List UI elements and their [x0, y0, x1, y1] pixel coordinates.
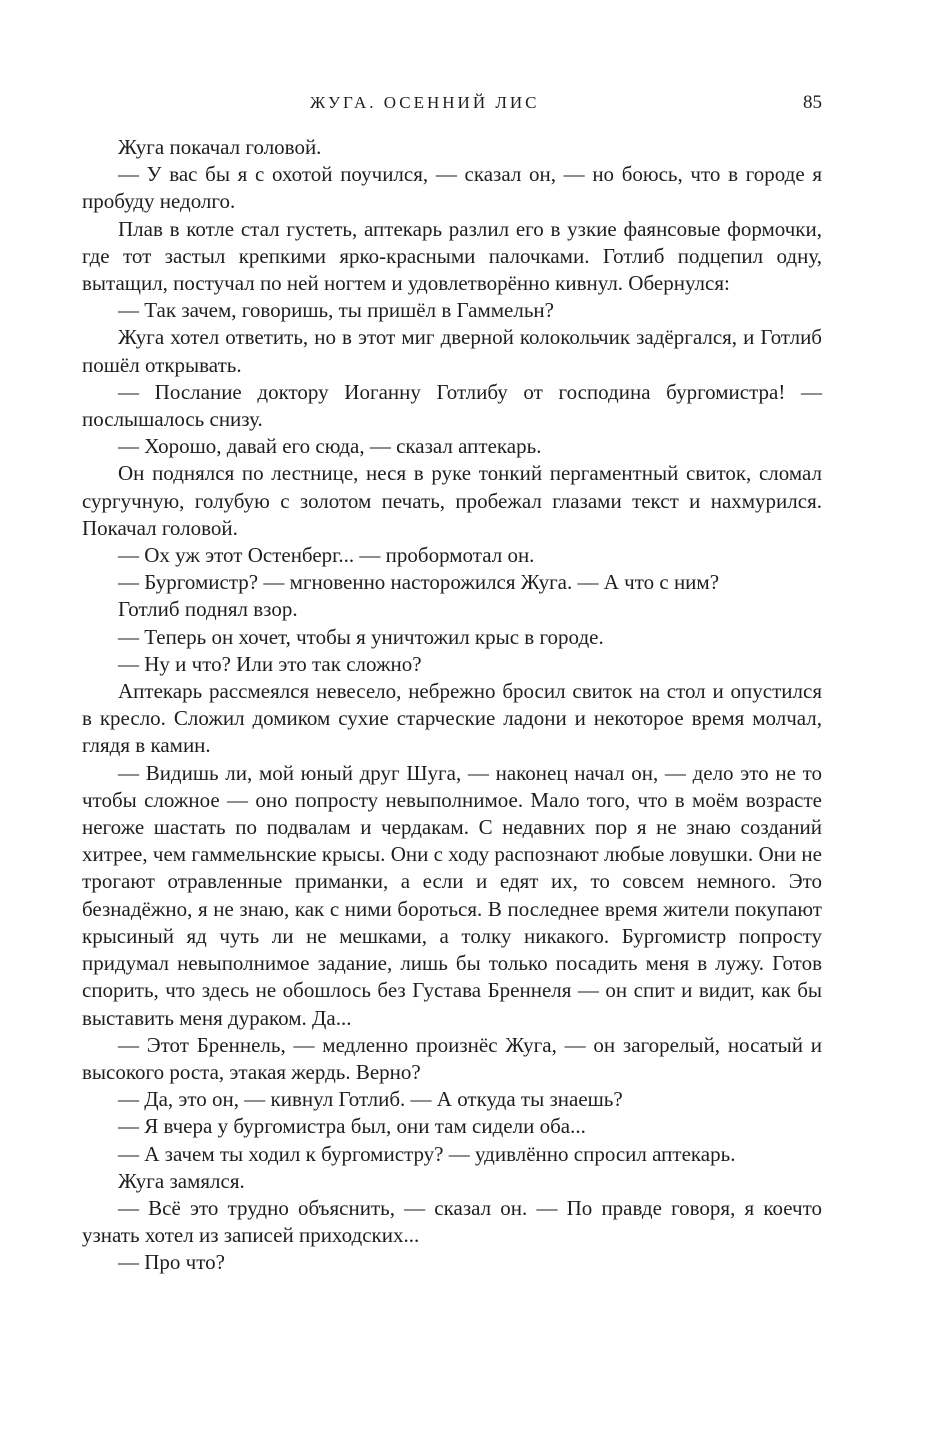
paragraph: — Да, это он, — кивнул Готлиб. — А откуда ты знаешь?	[118, 1087, 623, 1112]
paragraph: — Ну и что? Или это так сложно?	[118, 651, 422, 676]
paragraph: — Видишь ли, мой юный друг Шуга, — наконец начал он, — дело это не то чтобы сложное — оно попросту невыполнимое. Мало того, что в моём возрасте негоже шастать по подвалам и чердакам. С недавних пор я не знаю созданий хитрее, чем гаммельнские крысы. Они с ходу распознают любые ловушки. Они не трогают отравленные приманки, а если и едят их, то совсем немного. Это безнадёжно, я не знаю, как с ними бороться. В последнее время жители покупают крысиный яд чуть ли не мешками, а толку никакого. Бургомистр попросту придумал невыполнимое задание, лишь бы только посадить меня в лужу. Готов спорить, что здесь не обошлось без Густава Бреннеля — он спит и видит, как бы выставить меня дураком. Да...	[82, 760, 822, 1030]
paragraph: — Бургомистр? — мгновенно насторожился Жуга. — А что с ним?	[118, 570, 720, 595]
paragraph: Жуга покачал головой.	[118, 135, 322, 159]
paragraph: — Ох уж этот Остенберг... — пробормотал он.	[118, 543, 535, 568]
paragraph: — У вас бы я с охотой поучился, — сказал он, — но боюсь, что в городе я пробуду недолго.	[82, 162, 822, 214]
paragraph: — Послание доктору Иоганну Готлибу от господина бургомистра! — послышалось снизу.	[82, 379, 822, 432]
paragraph: — Теперь он хочет, чтобы я уничтожил крыс в городе.	[118, 624, 604, 649]
paragraph: — Всё это трудно объяснить, — сказал он. — По правде говоря, я коечто узнать хотел из записей приходских...	[82, 1195, 822, 1248]
paragraph: — Этот Бреннель, — медленно произнёс Жуга, — он загорелый, носатый и высокого роста, этакая жердь. Верно?	[82, 1032, 822, 1084]
running-header	[0, 88, 927, 118]
paragraph: Аптекарь рассмеялся невесело, небрежно бросил свиток на стол и опустился в кресло. Сложил домиком сухие старческие ладони и некоторое время молчал, глядя в камин.	[82, 679, 822, 758]
paragraph: — А зачем ты ходил к бургомистру? — удивлённо спросил аптекарь.	[118, 1141, 736, 1166]
paragraph: — Я вчера у бургомистра был, они там сидели оба...	[118, 1114, 586, 1139]
paragraph: — Так зачем, говоришь, ты пришёл в Гаммельн?	[118, 298, 554, 323]
text-body	[82, 134, 822, 1277]
paragraph: Он поднялся по лестнице, неся в руке тонкий пергаментный свиток, сломал сургучную, голубую с золотом печать, пробежал глазами текст и нахмурился. Покачал головой.	[82, 461, 822, 540]
paragraph: — Хорошо, давай его сюда, — сказал аптекарь.	[118, 434, 542, 459]
paragraph: Жуга замялся.	[118, 1168, 245, 1193]
page-number: 85	[803, 92, 822, 113]
running-title: ЖУГА. ОСЕННИЙ ЛИС	[310, 93, 540, 112]
paragraph: Готлиб поднял взор.	[118, 597, 298, 622]
paragraph: Жуга хотел ответить, но в этот миг дверной колокольчик задёргался, и Готлиб пошёл открывать.	[82, 325, 822, 377]
paragraph: Плав в котле стал густеть, аптекарь разлил его в узкие фаянсовые формочки, где тот застыл крепкими ярко-красными палочками. Готлиб подцепил одну, вытащил, постучал по ней ногтем и удовлетворённо кивнул. Обернулся:	[82, 216, 822, 296]
paragraph: — Про что?	[118, 1250, 225, 1275]
